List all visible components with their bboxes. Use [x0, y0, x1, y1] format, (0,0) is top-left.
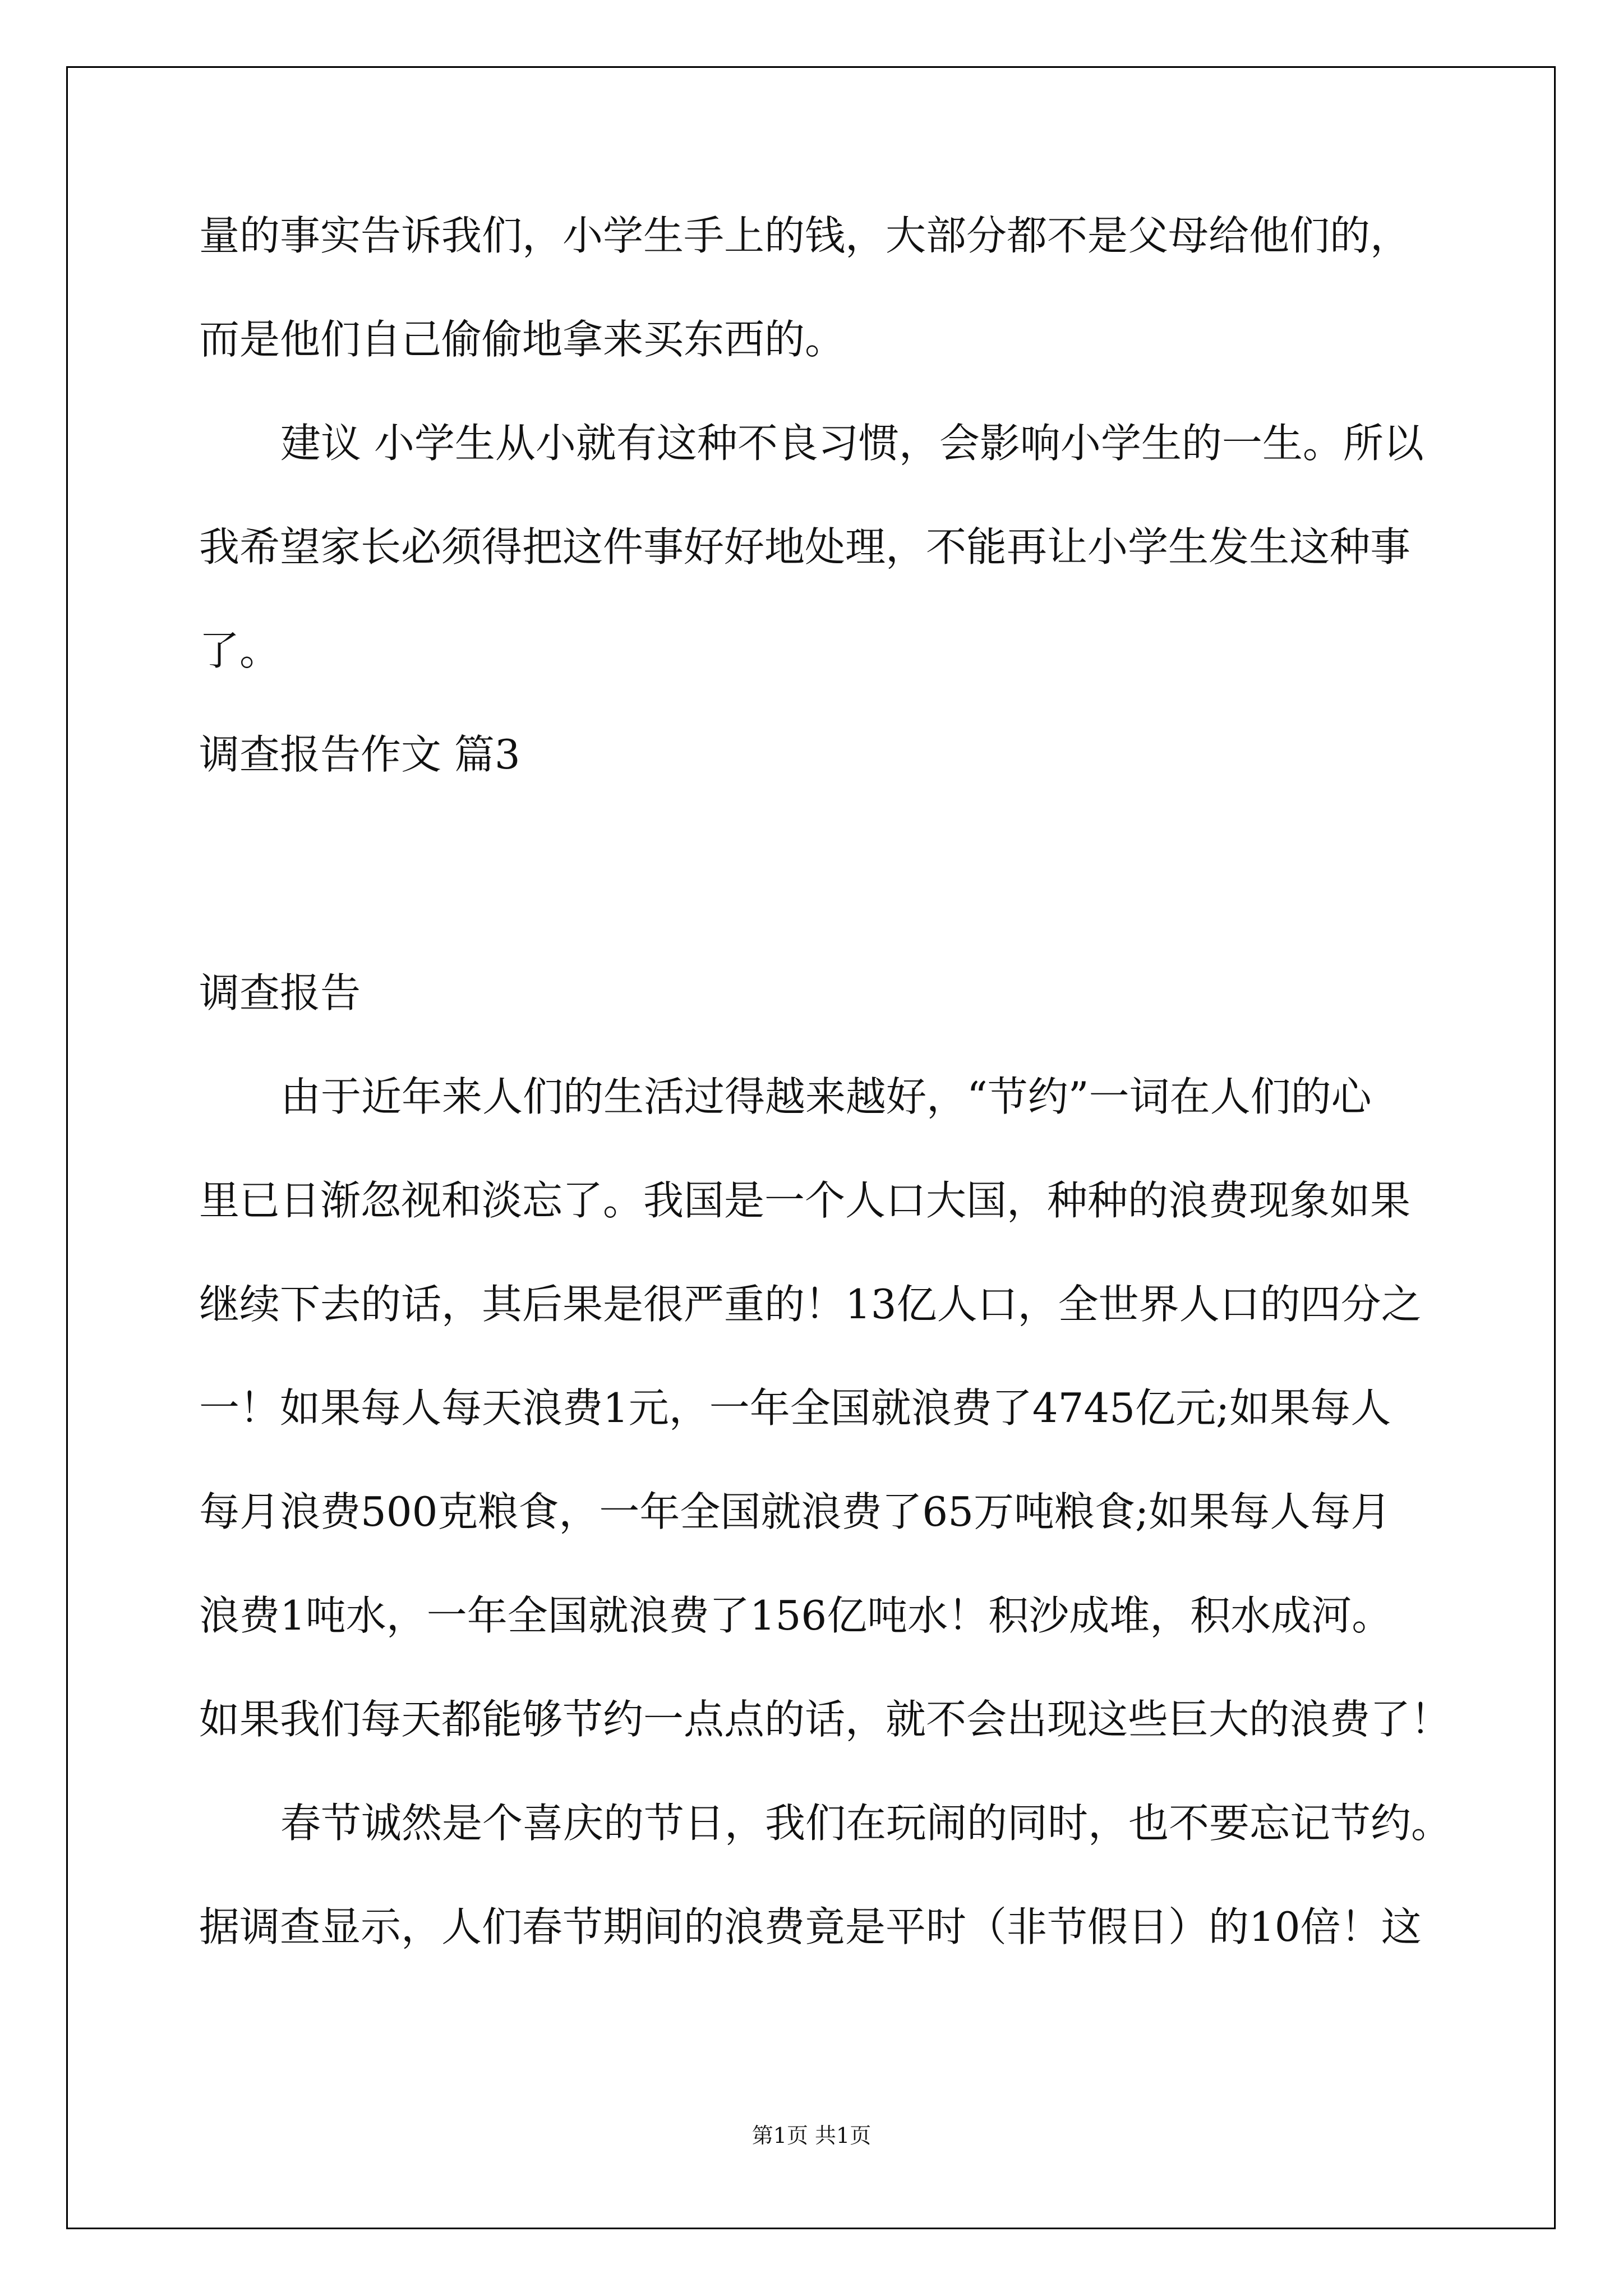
paragraph-line: 量的事实告诉我们，小学生手上的钱，大部分都不是父母给他们的， [199, 212, 1411, 259]
section-heading: 调查报告作文 篇3 [199, 731, 520, 778]
paragraph-line: 一！如果每人每天浪费1元，一年全国就浪费了4745亿元;如果每人 [199, 1384, 1391, 1432]
paragraph-line: 据调查显示，人们春节期间的浪费竟是平时（非节假日）的10倍！这 [199, 1903, 1422, 1950]
paragraph-line: 我希望家长必须得把这件事好好地处理，不能再让小学生发生这种事 [199, 523, 1411, 570]
paragraph-line: 了。 [199, 627, 280, 674]
paragraph-line: 春节诚然是个喜庆的节日，我们在玩闹的同时，也不要忘记节约。 [280, 1800, 1452, 1847]
paragraph-line: 而是他们自己偷偷地拿来买东西的。 [199, 316, 846, 363]
paragraph-line: 如果我们每天都能够节约一点点的话，就不会出现这些巨大的浪费了！ [199, 1696, 1451, 1743]
report-title: 调查报告 [199, 969, 361, 1016]
paragraph-line: 由于近年来人们的生活过得越来越好，“节约”一词在人们的心 [280, 1073, 1372, 1120]
paragraph-line: 浪费1吨水，一年全国就浪费了156亿吨水！积沙成堆，积水成河。 [199, 1592, 1393, 1639]
paragraph-line: 每月浪费500克粮食，一年全国就浪费了65万吨粮食;如果每人每月 [199, 1488, 1391, 1535]
paragraph-line: 继续下去的话，其后果是很严重的！13亿人口，全世界人口的四分之 [199, 1281, 1422, 1328]
page-footer: 第1页 共1页 [751, 2123, 872, 2148]
paragraph-line: 建议 小学生从小就有这种不良习惯，会影响小学生的一生。所以 [280, 420, 1424, 467]
paragraph-line: 里已日渐忽视和淡忘了。我国是一个人口大国，种种的浪费现象如果 [199, 1177, 1411, 1224]
